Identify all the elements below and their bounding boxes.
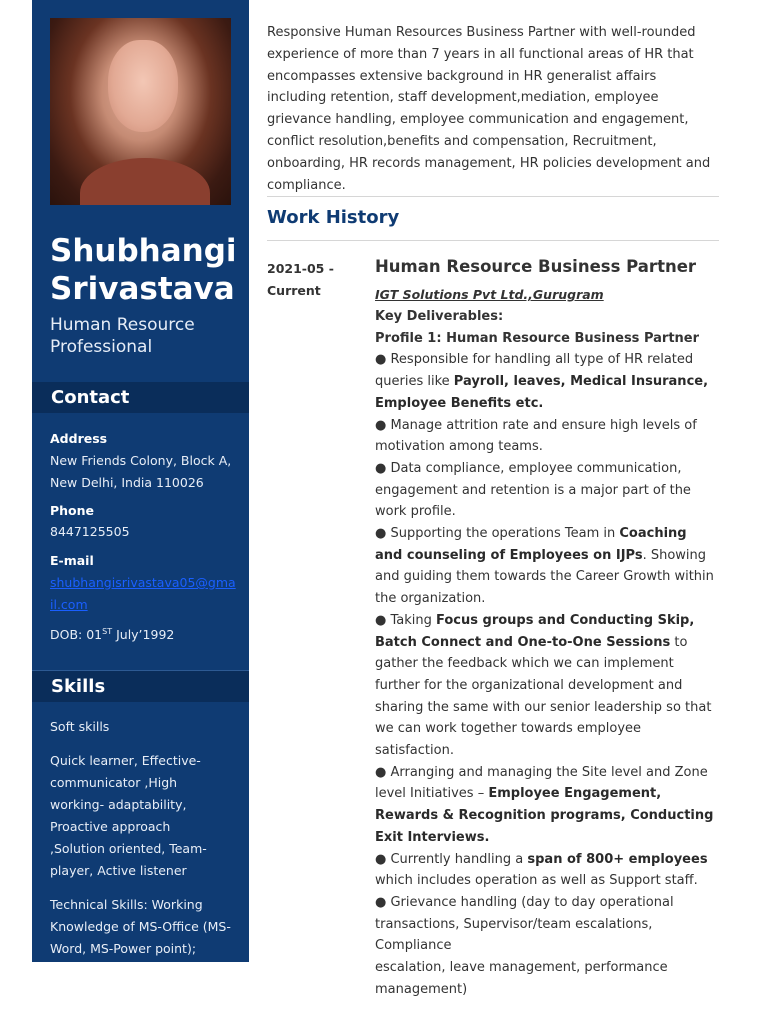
job-title: Human Resource Business Partner [375,257,697,276]
bullet-attrition: ● Manage attrition rate and ensure high levels of motivation among teams. [375,417,697,455]
summary-divider [267,196,719,197]
bullet-text: ● Responsible for handling all type of HR related queries like [375,352,694,390]
address-line-1: New Friends Colony, Block A, [50,453,232,468]
key-deliverables-label: Key Deliverables: [375,309,504,324]
soft-skills-label: Soft skills [50,719,110,734]
bullet-bold-text: Payroll, leaves, Medical Insurance, Employee Benefits etc. [375,374,709,411]
phone-value: 8447125505 [50,524,130,539]
bullet-bold-text: Coaching and counseling of Employees on IJPs [375,526,687,563]
profile-line: Profile 1: Human Resource Business Partner [375,330,700,346]
bullet-text: ● Taking [375,612,436,628]
photo-face-shape [108,40,178,132]
bullet-hr-queries [375,349,715,414]
dob-value [50,621,236,646]
soft-skills-text: Quick learner, Effective-communicator ,High working- adaptability, Proactive approach ,Solution oriented, Team-player, Active listener [50,753,207,878]
email-label: E-mail [50,553,94,568]
address-label: Address [50,431,108,446]
bullet-text: ● Currently handling a [375,851,528,867]
bullet-bold-text: Focus groups and Conducting Skip, Batch Connect and One-to-One Sessions [375,612,695,650]
address-value [50,450,236,494]
role-line-2: Professional [50,337,153,357]
name-line-2: Srivastava [50,271,235,307]
job-date-range [267,258,347,302]
bullet-grievance-continued: escalation, leave management, performance management) [375,960,668,997]
name-line-1: Shubhangi [50,233,237,269]
dob-suffix: July’1992 [112,627,175,643]
email-value [50,572,236,616]
bullet-bold-text: Employee Engagement, Rewards & Recognition programs, Conducting Exit Interviews. [375,786,714,845]
phone-label: Phone [50,503,95,518]
dob-prefix: DOB: 01 [50,627,103,643]
work-history-heading: Work History [267,207,400,228]
candidate-role [50,314,245,358]
professional-summary: Responsive Human Resources Business Partner with well-rounded experience of more than 7 years in all functional areas of HR that encompasses extensive background in HR generalist affairs including retention, staff development,mediation, employee grievance handling, employee communication and engagement, conflict resolution,benefits and compensation, Recruitment, onboarding, HR records management, HR policies development and compliance. [267,25,711,193]
bullet-focus-groups [375,610,715,762]
job-date-start: 2021-05 - [267,261,334,276]
skills-heading: Skills [32,671,249,702]
company-name: IGT Solutions Pvt Ltd.,Gurugram [375,287,604,302]
job-entry [375,256,715,1001]
email-link[interactable]: shubhangisrivastava05@gmail.com [50,575,236,612]
bullet-text: ● Arranging and managing the Site level and Zone level Initiatives – [375,764,708,802]
bullet-bold-text: span of 800+ employees [527,851,708,867]
technical-skills-text: Technical Skills: Working Knowledge of MS-Office (MS- Word, MS-Power point); [50,897,231,956]
bullet-text: ● Supporting the operations Team in [375,526,620,542]
bullet-data-compliance: ● Data compliance, employee communication, engagement and retention is a major part of the work profile. [375,460,691,520]
role-line-1: Human Resource [50,315,195,335]
candidate-name [50,232,245,308]
dob-superscript: ST [102,627,113,636]
bullet-span [375,849,715,892]
bullet-text: . Showing and guiding them towards the Career Growth within the organization. [375,547,714,607]
bullet-coaching [375,523,715,610]
bullet-text: to gather the feedback which we can implement further for the organizational development and sharing the same with our senior leadership so that we can work together towards employee satisfaction. [375,634,712,759]
address-line-2: New Delhi, India 110026 [50,475,204,490]
bullet-initiatives [375,762,715,849]
sidebar [32,0,249,962]
contact-heading: Contact [32,382,249,413]
bullet-text: which includes operation as well as Support staff. [375,873,698,889]
job-date-end: Current [267,283,321,298]
bullet-grievance: ● Grievance handling (day to day operational transactions, Supervisor/team escalations, Compliance [375,894,674,954]
photo-shoulder-shape [80,158,210,205]
work-history-divider [267,240,719,241]
profile-photo [50,18,231,205]
